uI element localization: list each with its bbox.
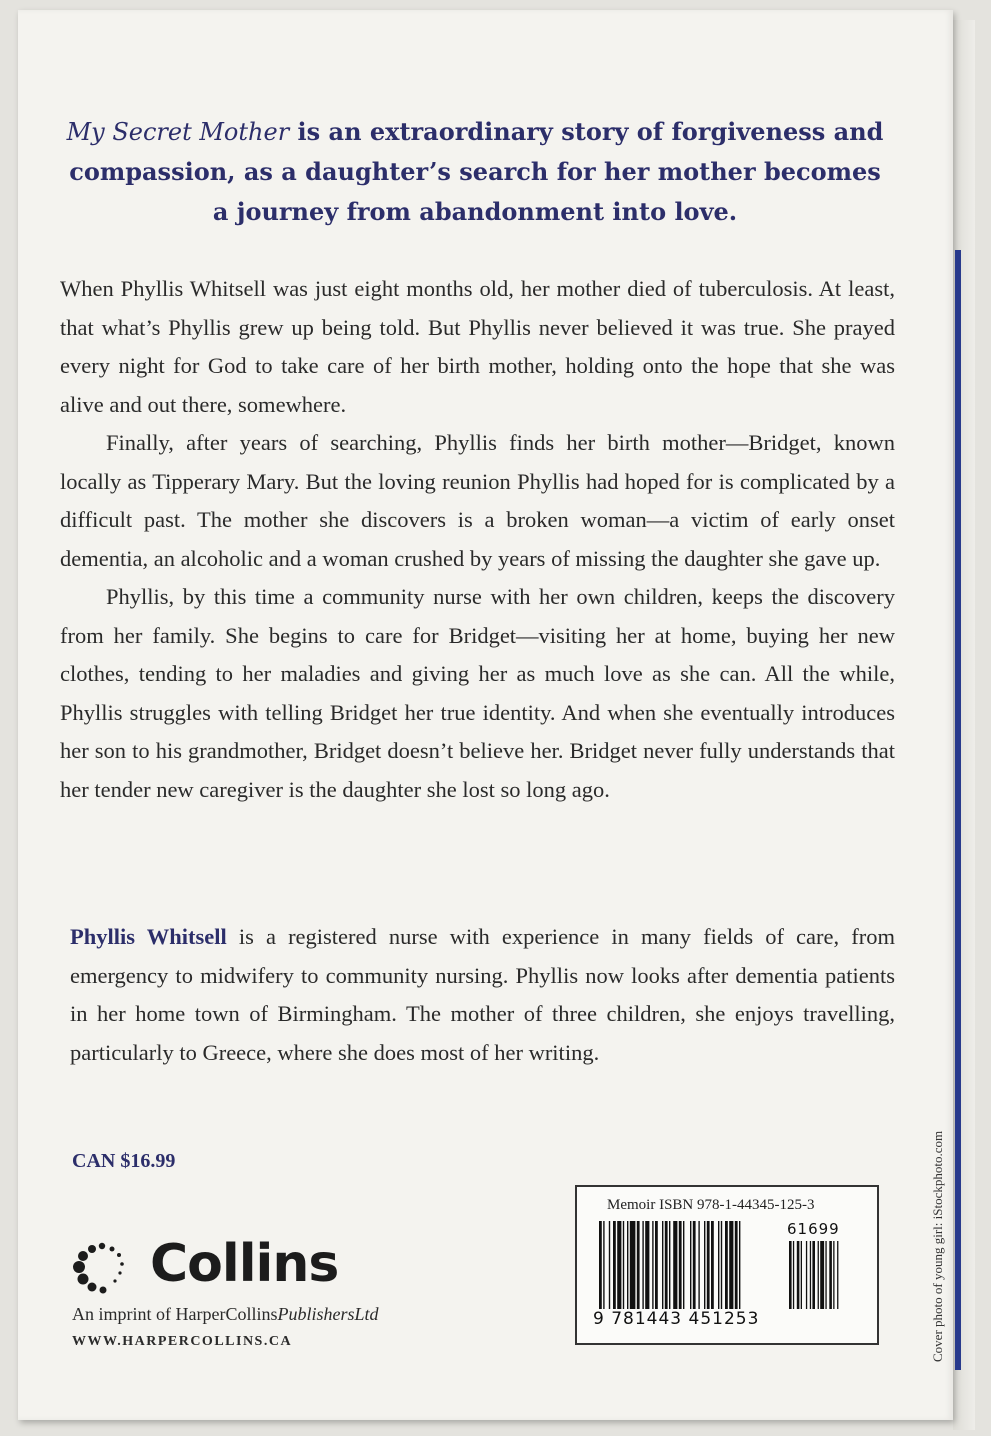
imprint-line [72, 1304, 379, 1325]
barcode-panel [575, 1185, 879, 1345]
book-title: My Secret Mother [66, 118, 290, 146]
blue-edge [955, 250, 961, 1370]
author-bio-text: is a registered nurse with experience in many fields of care, from emergency to midwifery to community nursing. Phyllis now looks after dementia patients in her home town of Birmingham. The mother of three children, she enjoys travelling, particularly to Greece, where she does most of her writing. [70, 924, 895, 1065]
collins-logo [72, 1234, 402, 1300]
blurb [60, 270, 895, 809]
collins-dots-icon [72, 1240, 134, 1296]
imprint-suffix: PublishersLtd [277, 1304, 379, 1324]
price: CAN $16.99 [72, 1150, 176, 1172]
barcode-addon-digits: 61699 [787, 1220, 840, 1238]
publisher-website: WWW.HARPERCOLLINS.CA [72, 1334, 293, 1349]
author-bio [70, 918, 895, 1072]
tagline [60, 112, 890, 232]
photo-credit: Cover photo of young girl: iStockphoto.com [930, 1130, 945, 1362]
blurb-paragraph: Phyllis, by this time a community nurse with her own children, keeps the discovery from her family. She begins to care for Bridget—visiting her at home, buying her new clothes, tending to her maladies and giving her as much love as she can. All the while, Phyllis struggles with telling Bridget her true identity. And when she eventually introduces her son to his grandmother, Bridget doesn’t believe her. Bridget never fully understands that her tender new caregiver is the daughter she lost so long ago. [60, 584, 895, 802]
blurb-paragraph: Finally, after years of searching, Phyllis finds her birth mother—Bridget, known locally as Tipperary Mary. But the loving reunion Phyllis had hoped for is complicated by a difficult past. The mother she discovers is a broken woman—a victim of early onset dementia, an alcoholic and a woman crushed by years of missing the daughter she gave up. [60, 430, 895, 571]
tagline-text: is an extraordinary story of forgiveness and compassion, as a daughter’s search for her mother becomes a journey from abandonment into love. [69, 117, 884, 226]
blurb-paragraph: When Phyllis Whitsell was just eight months old, her mother died of tuberculosis. At least, that what’s Phyllis grew up being told. But Phyllis never believed it was true. She prayed every night for God to take care of her birth mother, holding onto the hope that she was alive and out there, somewhere. [60, 276, 895, 417]
barcode-digits: 9 781443 451253 [593, 1309, 760, 1329]
imprint-prefix: An imprint of HarperCollins [72, 1304, 278, 1324]
isbn-label: Memoir ISBN 978-1-44345-125-3 [607, 1197, 815, 1213]
collins-wordmark: Collins [150, 1234, 339, 1294]
author-name: Phyllis Whitsell [70, 924, 227, 949]
